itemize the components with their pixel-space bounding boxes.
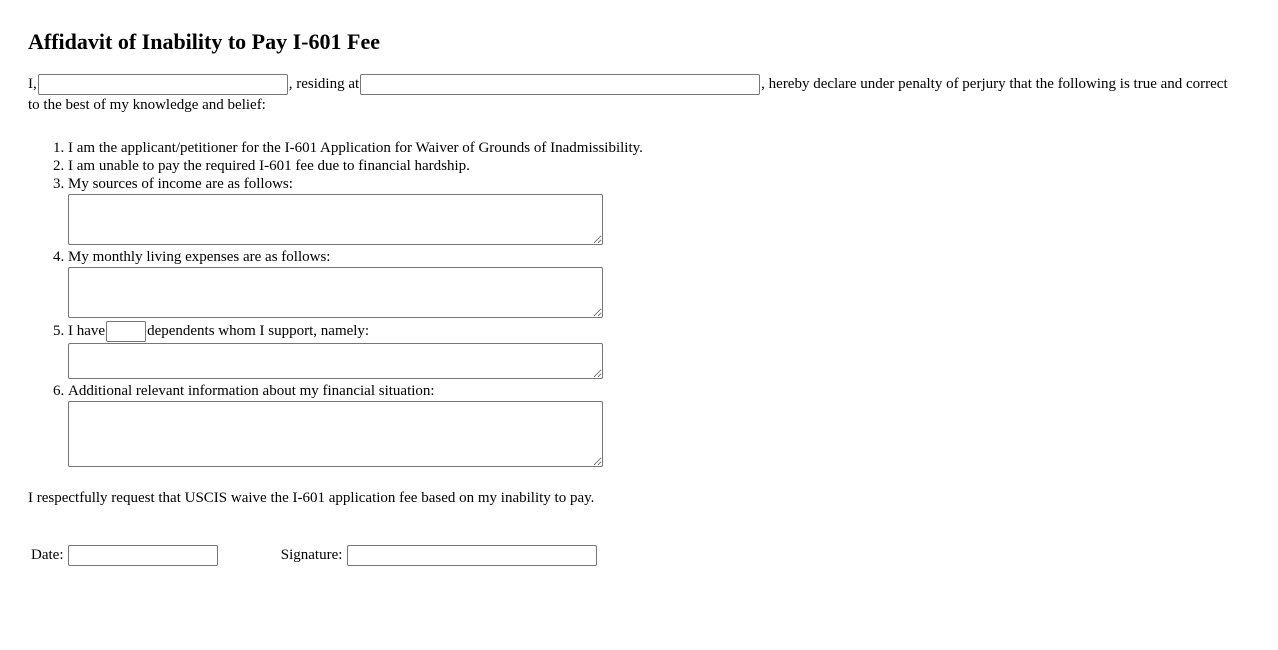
intro-prefix: I, [28, 76, 37, 92]
signature-input[interactable] [347, 545, 597, 566]
date-label: Date: [31, 547, 64, 564]
statement-item-3 [68, 175, 1250, 245]
statement-item-4 [68, 248, 1250, 318]
signature-block [28, 544, 1250, 566]
name-input[interactable] [38, 74, 288, 95]
additional-info-textarea[interactable] [68, 401, 603, 467]
page-title: Affidavit of Inability to Pay I-601 Fee [28, 29, 380, 54]
intro-residing: , residing at [288, 76, 360, 92]
dependents-names-textarea[interactable] [68, 343, 603, 379]
statement-item-6 [68, 382, 1250, 467]
statement-text-before: I have [68, 323, 106, 339]
intro-paragraph [28, 74, 1228, 115]
statement-text: I am the applicant/petitioner for the I-601 Application for Waiver of Grounds of Inadmissibility. [68, 140, 643, 157]
income-sources-textarea[interactable] [68, 194, 603, 245]
dependents-count-input[interactable] [106, 321, 146, 342]
request-paragraph: I respectfully request that USCIS waive the I-601 application fee based on my inability to pay. [28, 490, 595, 507]
living-expenses-textarea[interactable] [68, 267, 603, 318]
statement-item-5 [68, 321, 1250, 379]
statement-item-2 [68, 157, 1250, 175]
statement-item-1 [68, 139, 1250, 157]
date-input[interactable] [68, 545, 218, 566]
statement-text: I am unable to pay the required I-601 fee due to financial hardship. [68, 158, 470, 175]
statement-text: My monthly living expenses are as follows: [68, 249, 331, 266]
statement-text: Additional relevant information about my financial situation: [68, 383, 435, 400]
statement-text-after: dependents whom I support, namely: [147, 323, 370, 339]
statement-text: My sources of income are as follows: [68, 176, 293, 193]
intro-declaration: , hereby declare under penalty of perjury that the following is true and correct to the best of my knowledge and belief: [28, 76, 1228, 114]
address-input[interactable] [360, 74, 760, 95]
statement-list [28, 139, 1250, 467]
signature-label: Signature: [280, 547, 343, 564]
